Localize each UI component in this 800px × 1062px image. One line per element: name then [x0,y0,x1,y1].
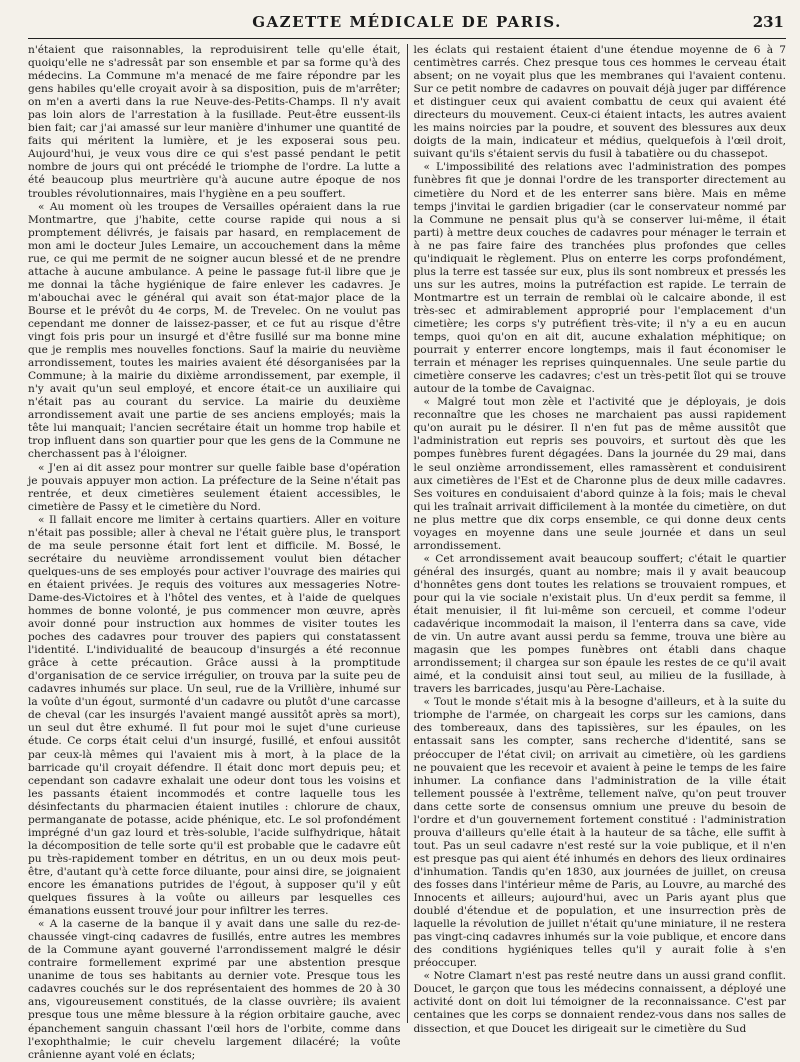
paragraph: n'étaient que raisonnables, la reproduisirent telle qu'elle était, quoiqu'elle ne s'adressât par son ensemble et par sa forme qu'à des médecins. La Commune m'a menacé de me faire répondre par les gens habiles qu'elle croyait avoir à sa disposition, puis de m'arrêter; on m'en a averti dans la rue Neuve-des-Petits-Champs. Il n'y avait pas loin alors de l'arrestation à la fusillade. Peut-être eussent-ils bien fait; car j'ai amassé sur leur manière d'inhumer une quantité de faits qui méritent la lumière, et je les exposerai sous peu. Aujourd'hui, je veux vous dire ce qui s'est passé pendant le petit nombre de jours qui ont précédé le triomphe de l'ordre. La lutte a été beaucoup plus meurtrière qu'à aucune autre époque de nos troubles révolutionnaires, mais l'hygiène en a peu souffert. [28,44,401,200]
page-number: 231 [752,13,784,31]
paragraph: « J'en ai dit assez pour montrer sur quelle faible base d'opération je pouvais appuyer mon action. La préfecture de la Seine n'était pas rentrée, et deux cimetières seulement étaient accessibles, le cimetière de Passy et le cimetière du Nord. [28,461,401,513]
page-header [28,12,786,39]
paragraph: « Cet arrondissement avait beaucoup souffert; c'était le quartier général des insurgés, quant au nombre; mais il y avait beaucoup d'honnêtes gens dont toutes les relations se trouvaient rompues, et pour qui la vie sociale n'existait plus. Un d'eux perdit sa femme, il était menuisier, il fit lui-même son cercueil, et comme l'odeur cadavérique incommodait la maison, il l'enterra dans sa cave, vide de vin. Un autre avant aussi perdu sa femme, trouva une bière au magasin que les pompes funèbres ont établi dans chaque arrondissement; il chargea sur son épaule les restes de ce qu'il avait aimé, et la conduisit ainsi tout seul, au milieu de la fusillade, à travers les barricades, jusqu'au Père-Lachaise. [413,552,786,696]
paragraph: les éclats qui restaient étaient d'une étendue moyenne de 6 à 7 centimètres carrés. Chez presque tous ces hommes le cerveau était absent; on ne voyait plus que les membranes qui l'avaient contenu. Sur ce petit nombre de cadavres on pouvait déjà juger par différence et distinguer ceux qui avaient combattu de ceux qui avaient été directeurs du mouvement. Ceux-ci étaient intacts, les autres avaient les mains noircies par la poudre, et souvent des blessures aux deux doigts de la main, indicateur et médius, quelquefois à l'œil droit, suivant qu'ils s'étaient servis du fusil à tabatière ou du chassepot. [413,44,786,161]
paragraph: « Il fallait encore me limiter à certains quartiers. Aller en voiture n'était pas possible; aller à cheval ne l'était guère plus, le transport de ma seule personne était fort lent et difficile. M. Bossé, le secrétaire du neuvième arrondissement voulut bien détacher quelques-uns de ses employés pour activer l'ouvrage des mairies qui en étaient privées. Je requis des voitures aux messageries Notre-Dame-des-Victoires et à l'hôtel des ventes, et à l'aide de quelques hommes de bonne volonté, je pus commencer mon œuvre, après avoir donné pour instruction aux hommes de visiter toutes les poches des cadavres pour trouver des papiers qui constatassent l'identité. L'individualité de beaucoup d'insurgés a été reconnue grâce à cette précaution. Grâce aussi à la promptitude d'organisation de ce service irrégulier, on trouva par la suite peu de cadavres inhumés sur place. Un seul, rue de la Vrillière, inhumé sur la voûte d'un égout, surmonté d'un cadavre ou plutôt d'une carcasse de cheval (car les insurgés l'avaient mangé aussitôt après sa mort), un seul dut être exhumé. Il fut pour moi le sujet d'une curieuse étude. Ce corps était celui d'un insurgé, fusillé, et enfoui aussitôt par ceux-là mêmes qui l'avaient mis à mort, à la place de la barricade qu'il croyait défendre. Il était donc mort depuis peu; et cependant son cadavre exhalait une odeur dont tous les voisins et les passants étaient incommodés et contre laquelle tous les désinfectants du pharmacien étaient inutiles : chlorure de chaux, permanganate de potasse, acide phénique, etc. Le sol profondément imprégné d'un gaz lourd et très-soluble, l'acide sulfhydrique, hâtait la décomposition de telle sorte qu'il est probable que le cadavre eût pu très-rapidement tomber en détritus, en un ou deux mois peut-être, d'autant qu'à cette force diluante, pour ainsi dire, se joignaient encore les émanations putrides de l'égout, à supposer qu'il y eût quelques fissures à la voûte ou ailleurs par lesquelles ces émanations eussent trouvé jour pour infiltrer les terres. [28,513,401,918]
right-column [408,44,787,1035]
paragraph: « Notre Clamart n'est pas resté neutre dans un aussi grand conflit. Doucet, le garçon que tous les médecins connaissent, a déployé une activité dont on doit lui témoigner de la reconnaissance. C'est par centaines que les corps se donnaient rendez-vous dans nos salles de dissection, et que Doucet les dirigeait sur le cimetière du Sud [413,970,786,1035]
paragraph: « Au moment où les troupes de Versailles opéraient dans la rue Montmartre, que j'habite, cette course rapide qui nous a si promptement délivrés, je faisais par hasard, en remplacement de mon ami le docteur Jules Lemaire, un accouchement dans la même rue, ce qui me permit de ne soigner aucun blessé et de ne prendre attache à aucune ambulance. A peine le passage fut-il libre que je me donnai la tâche hygiénique de faire enlever les cadavres. Je m'abouchai avec le général qui avait son état-major place de la Bourse et le prévôt du 4e corps, M. de Trevelec. On ne voulut pas cependant me donner de laissez-passer, et ce fut au risque d'être vingt fois pris pour un insurgé et d'être fusillé sur ma bonne mine que je remplis mes nouvelles fonctions. Sauf la mairie du neuvième arrondissement, toutes les mairies avaient été désorganisées par la Commune; à la mairie du dixième arrondissement, par exemple, il n'y avait qu'un seul employé, et encore était-ce un auxiliaire qui n'était pas au courant du service. La mairie du deuxième arrondissement avait une partie de ses anciens employés; mais la tête lui manquait; l'ancien secrétaire était un homme trop habile et trop influent dans son quartier pour que les gens de la Commune ne cherchassent pas à l'éloigner. [28,200,401,461]
text-columns [28,44,786,1061]
paragraph: « Tout le monde s'était mis à la besogne d'ailleurs, et à la suite du triomphe de l'armée, on chargeait les corps sur les camions, dans des tombereaux, dans des tapissières, sur les épaules, on les entassait sans les compter, sans recherche d'identité, sans se préoccuper de l'état civil; on arrivait au cimetière, où les gardiens ne pouvaient que les recevoir et avaient à peine le temps de les faire inhumer. La confiance dans l'administration de la ville était tellement poussée à l'extrême, tellement naïve, qu'on peut trouver dans cette sorte de consensus omnium une preuve du besoin de l'ordre et d'un gouvernement fortement constitué : l'administration prouva d'ailleurs qu'elle était à la hauteur de sa tâche, elle suffit à tout. Pas un seul cadavre n'est resté sur la voie publique, et il n'en est presque pas qui aient été inhumés en dehors des lieux ordinaires d'inhumation. Tandis qu'en 1830, aux journées de juillet, on creusa des fosses dans l'intérieur même de Paris, au Louvre, au marché des Innocents et ailleurs; aujourd'hui, avec un Paris ayant plus que doublé d'étendue et de population, et une insurrection près de laquelle la révolution de juillet n'était qu'une miniature, il ne restera pas vingt-cinq cadavres inhumés sur la voie publique, et encore dans des conditions hygiéniques telles qu'il y aurait folie à s'en préoccuper. [413,696,786,970]
paragraph: « L'impossibilité des relations avec l'administration des pompes funèbres fit que je donnai l'ordre de les transporter directement au cimetière du Nord et de les enterrer sans bière. Mais en même temps j'invitai le gardien brigadier (car le conservateur nommé par la Commune ne pensait plus qu'à se conserver lui-même, il était parti) à mettre deux couches de cadavres pour ménager le terrain et à ne pas faire faire des tranchées plus profondes que celles qu'indiquait le règlement. Plus on enterre les corps profondément, plus la terre est tassée sur eux, plus ils sont nombreux et pressés les uns sur les autres, moins la putréfaction est rapide. Le terrain de Montmartre est un terrain de remblai où le calcaire abonde, il est très-sec et admirablement approprié pour l'emplacement d'un cimetière; les corps s'y putréfient très-vite; il n'y a eu en aucun temps, quoi qu'on en ait dit, aucune exhalation méphitique; on pourrait y enterrer encore longtemps, mais il faut économiser le terrain et ménager les reprises quinquennales. Une seule partie du cimetière conserve les cadavres; c'est un très-petit îlot qui se trouve autour de la tombe de Cavaignac. [413,161,786,396]
left-column [28,44,407,1061]
paragraph: « Malgré tout mon zèle et l'activité que je déployais, je dois reconnaître que les choses ne marchaient pas aussi rapidement qu'on aurait pu le désirer. Il n'en fut pas de même aussitôt que l'administration eut repris ses pouvoirs, et surtout dès que les pompes funèbres furent dégagées. Dans la journée du 29 mai, dans le seul onzième arrondissement, elles ramassèrent et conduisirent aux cimetières de l'Est et de Charonne plus de deux mille cadavres. Ses voitures en conduisaient d'abord quinze à la fois; mais le cheval qui les traînait arrivait difficilement à la montée du cimetière, on dut ne plus mettre que dix corps ensemble, ce qui donne deux cents voyages en moyenne dans une seule journée et dans un seul arrondissement. [413,396,786,552]
paragraph: « A la caserne de la banque il y avait dans une salle du rez-de-chaussée vingt-cinq cadavres de fusillés, entre autres les membres de la Commune ayant gouverné l'arrondissement malgré le désir contraire formellement exprimé par une abstention presque unanime de tous ses habitants au dernier vote. Presque tous les cadavres couchés sur le dos représentaient des hommes de 20 à 30 ans, vigoureusement constitués, de la classe ouvrière; ils avaient presque tous une même blessure à la région orbitaire gauche, avec épanchement sanguin chassant l'œil hors de l'orbite, comme dans l'exophthalmie; le cuir chevelu largement dilacéré; la voûte crânienne ayant volé en éclats; [28,918,401,1061]
journal-title: GAZETTE MÉDICALE DE PARIS. [252,13,562,31]
